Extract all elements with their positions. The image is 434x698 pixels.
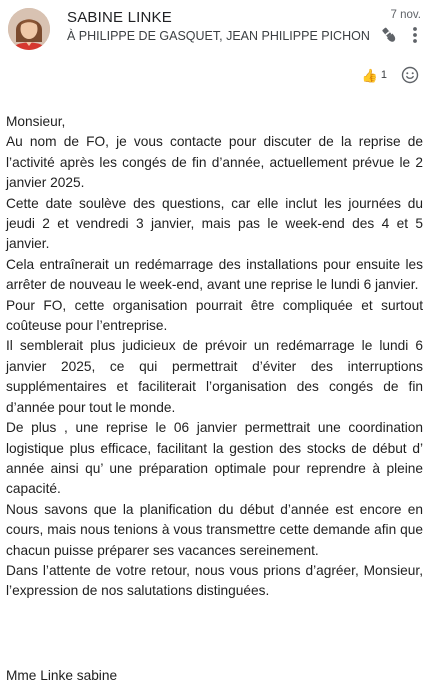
message-date: 7 nov. [390,9,421,21]
reaction-count: 1 [380,69,387,81]
signature: Mme Linke sabine [6,668,118,683]
reaction-chip[interactable] [360,64,389,86]
body-paragraph: Cela entraînerait un redémarrage des installations pour ensuite les arrêter de nouveau le week-end, avant une reprise le lundi 6 janvier. [6,256,423,293]
recipients-line[interactable]: À PHILIPPE DE GASQUET, JEAN PHILIPPE PICHON [67,29,370,43]
body-paragraph: Nous savons que la planification du début d’année est encore en cours, mais nous tenions à vous transmettre cette demande afin que chacun puisse préparer ses vacances sereinement. [6,501,423,558]
closing-paragraph: Dans l’attente de votre retour, nous vous prions d’agréer, Monsieur, l’expression de nos salutations distinguées. [6,562,423,599]
add-reaction-icon[interactable] [399,64,421,86]
body-paragraph: De plus , une reprise le 06 janvier permettrait une coordination logistique plus efficace, facilitant la gestion des stocks de début d’ année ainsi qu’ une préparation optimale pour reprendre à pleine capacité. [6,420,423,497]
body-paragraph: Il semblerait plus judicieux de prévoir un redémarrage le lundi 6 janvier 2025, ce qui permettrait d’éviter des interruptions supplémentaires et faciliterait l’organisation des congés de fin d’année pour tout le monde. [6,338,423,415]
body-paragraph: Cette date soulève des questions, car elle inclut les journées du jeudi 2 et vendredi 3 janvier, mais pas le week-end des 4 et 5 janvier. [6,195,423,252]
paintbrush-icon[interactable] [380,26,398,49]
greeting: Monsieur, [6,114,66,129]
message-header [0,0,434,60]
message-body [6,112,423,602]
thumbs-up-icon: 👍 [361,67,378,83]
body-paragraph: Au nom de FO, je vous contacte pour discuter de la reprise de l’activité après les congés de fin d’année, actuellement prévue le 2 janvier 2025. [6,134,423,191]
sender-name: SABINE LINKE [67,9,172,26]
body-paragraph: Pour FO, cette organisation pourrait être compliquée et surtout coûteuse pour l’entreprise. [6,297,423,334]
more-vert-icon[interactable] [410,26,420,49]
sender-avatar[interactable] [8,8,50,50]
